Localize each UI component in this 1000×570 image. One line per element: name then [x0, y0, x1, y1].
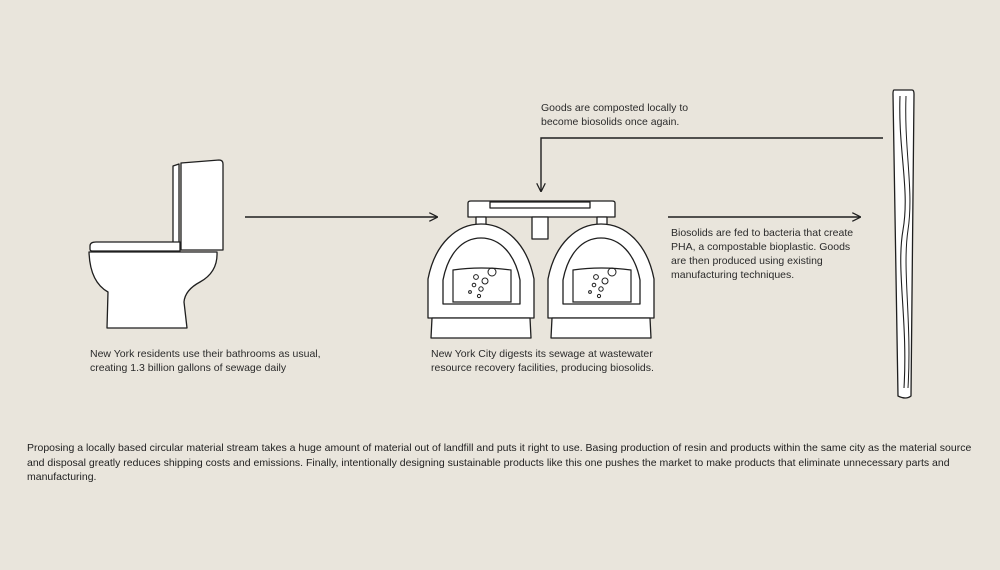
caption-line: Biosolids are fed to bacteria that create — [671, 227, 854, 239]
caption-line: New York residents use their bathrooms as usual, — [90, 348, 321, 360]
caption-line: manufacturing techniques. — [671, 269, 795, 281]
summary-line: manufacturing. — [27, 471, 97, 483]
caption-bacteria — [671, 226, 853, 282]
loop-arrow-icon — [541, 138, 883, 191]
caption-compost — [541, 101, 688, 129]
caption-line: become biosolids once again. — [541, 116, 680, 128]
summary-line: and disposal greatly reduces shipping costs and emissions. Finally, intentionally designing sustainable products like this one pushes the market to make products that eliminate unnecessary parts and — [27, 456, 950, 469]
caption-line: are then produced using existing — [671, 255, 823, 267]
caption-line: PHA, a compostable bioplastic. Goods — [671, 241, 851, 253]
caption-line: creating 1.3 billion gallons of sewage daily — [90, 362, 287, 374]
caption-digester — [431, 347, 654, 375]
summary-paragraph — [27, 441, 977, 485]
caption-line: Goods are composted locally to — [541, 102, 689, 114]
toilet-icon — [89, 160, 223, 328]
caption-line: resource recovery facilities, producing biosolids. — [431, 362, 654, 374]
caption-line: New York City digests its sewage at wastewater — [431, 348, 653, 360]
caption-toilet — [90, 347, 321, 375]
summary-line: Proposing a locally based circular material stream takes a huge amount of material out of landfill and puts it right to use. Basing production of resin and products within the same city as the material source — [27, 442, 972, 454]
product-stick-icon — [893, 90, 914, 398]
